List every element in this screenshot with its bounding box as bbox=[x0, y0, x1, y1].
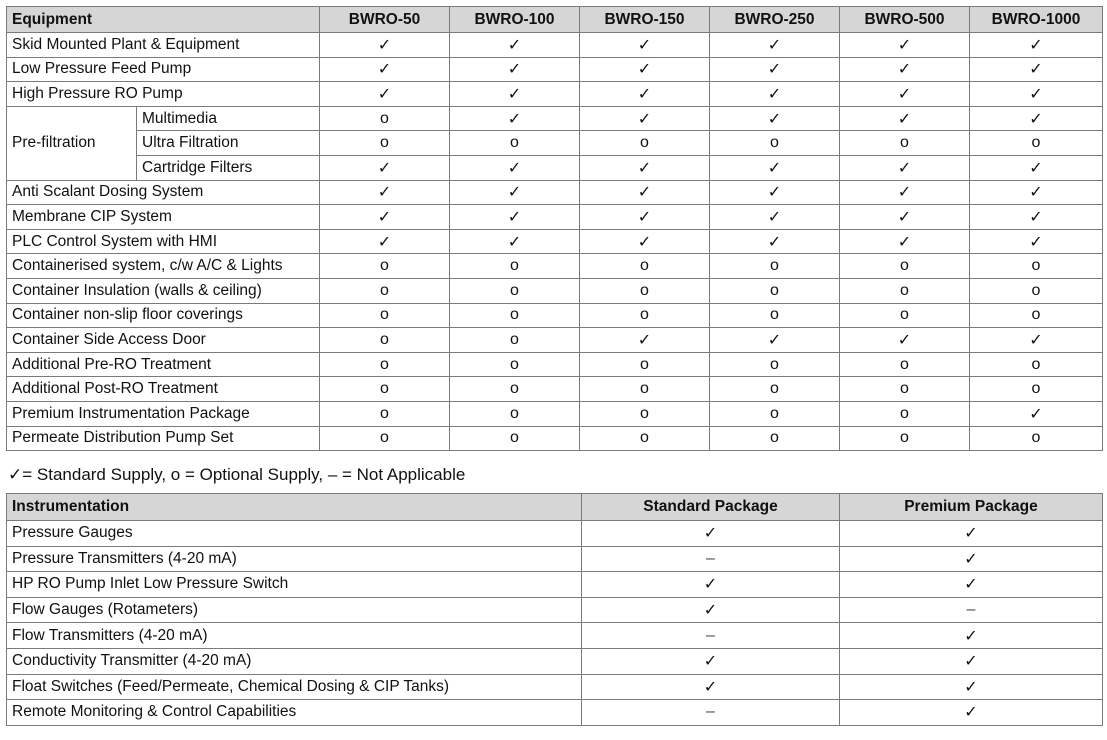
table-row bbox=[7, 572, 1103, 598]
supply-mark: ✓ bbox=[320, 57, 450, 82]
supply-mark: o bbox=[970, 426, 1103, 451]
row-label: Additional Pre-RO Treatment bbox=[7, 352, 320, 377]
supply-mark: o bbox=[580, 303, 710, 328]
supply-mark: ✓ bbox=[840, 106, 970, 131]
row-label: Membrane CIP System bbox=[7, 205, 320, 230]
row-label: Cartridge Filters bbox=[137, 155, 320, 180]
row-label: Pressure Transmitters (4-20 mA) bbox=[7, 546, 582, 572]
table-row bbox=[7, 700, 1103, 726]
supply-mark: o bbox=[710, 278, 840, 303]
model-header: BWRO-500 bbox=[840, 7, 970, 33]
supply-mark: ✓ bbox=[840, 205, 970, 230]
supply-mark: o bbox=[580, 278, 710, 303]
supply-mark: ✓ bbox=[450, 106, 580, 131]
table-row bbox=[7, 648, 1103, 674]
supply-mark: ✓ bbox=[840, 82, 970, 107]
instrumentation-table bbox=[6, 493, 1103, 726]
supply-mark: o bbox=[970, 377, 1103, 402]
supply-mark: ✓ bbox=[970, 106, 1103, 131]
supply-mark: o bbox=[320, 328, 450, 353]
package-header: Standard Package bbox=[582, 494, 840, 521]
supply-mark: o bbox=[710, 303, 840, 328]
table-row bbox=[7, 303, 1103, 328]
package-mark: – bbox=[582, 623, 840, 649]
supply-mark: o bbox=[580, 426, 710, 451]
row-label: Container Side Access Door bbox=[7, 328, 320, 353]
row-label: Multimedia bbox=[137, 106, 320, 131]
supply-mark: ✓ bbox=[580, 155, 710, 180]
supply-mark: o bbox=[970, 254, 1103, 279]
table-row bbox=[7, 33, 1103, 58]
supply-mark: o bbox=[840, 131, 970, 156]
package-mark: – bbox=[582, 700, 840, 726]
supply-mark: ✓ bbox=[450, 205, 580, 230]
supply-mark: o bbox=[450, 328, 580, 353]
supply-mark: o bbox=[970, 131, 1103, 156]
supply-mark: o bbox=[580, 254, 710, 279]
supply-mark: ✓ bbox=[840, 229, 970, 254]
supply-mark: o bbox=[320, 352, 450, 377]
supply-mark: o bbox=[320, 278, 450, 303]
supply-mark: ✓ bbox=[840, 328, 970, 353]
supply-mark: o bbox=[450, 303, 580, 328]
supply-mark: ✓ bbox=[450, 33, 580, 58]
equipment-header-row bbox=[7, 7, 1103, 33]
supply-mark: o bbox=[710, 426, 840, 451]
package-mark: ✓ bbox=[840, 546, 1103, 572]
supply-mark: o bbox=[320, 303, 450, 328]
table-row bbox=[7, 597, 1103, 623]
instrumentation-header-row bbox=[7, 494, 1103, 521]
row-label: Container non-slip floor coverings bbox=[7, 303, 320, 328]
package-header: Premium Package bbox=[840, 494, 1103, 521]
supply-mark: ✓ bbox=[710, 57, 840, 82]
row-label: High Pressure RO Pump bbox=[7, 82, 320, 107]
package-mark: ✓ bbox=[840, 674, 1103, 700]
table-row bbox=[7, 521, 1103, 547]
supply-mark: o bbox=[970, 303, 1103, 328]
row-label: Conductivity Transmitter (4-20 mA) bbox=[7, 648, 582, 674]
supply-mark: ✓ bbox=[710, 229, 840, 254]
row-label: Permeate Distribution Pump Set bbox=[7, 426, 320, 451]
row-label: Flow Gauges (Rotameters) bbox=[7, 597, 582, 623]
supply-mark: o bbox=[450, 278, 580, 303]
package-mark: ✓ bbox=[582, 674, 840, 700]
supply-mark: o bbox=[580, 377, 710, 402]
supply-mark: ✓ bbox=[970, 155, 1103, 180]
supply-mark: o bbox=[580, 401, 710, 426]
supply-mark: ✓ bbox=[450, 180, 580, 205]
row-label: Premium Instrumentation Package bbox=[7, 401, 320, 426]
supply-mark: ✓ bbox=[840, 57, 970, 82]
supply-mark: ✓ bbox=[580, 57, 710, 82]
supply-mark: ✓ bbox=[840, 180, 970, 205]
table-row bbox=[7, 254, 1103, 279]
supply-mark: ✓ bbox=[580, 180, 710, 205]
package-mark: – bbox=[582, 546, 840, 572]
supply-mark: o bbox=[320, 377, 450, 402]
table-row bbox=[7, 426, 1103, 451]
supply-mark: ✓ bbox=[710, 205, 840, 230]
supply-mark: o bbox=[710, 131, 840, 156]
supply-mark: ✓ bbox=[970, 328, 1103, 353]
package-mark: ✓ bbox=[840, 700, 1103, 726]
supply-mark: o bbox=[450, 131, 580, 156]
supply-mark: ✓ bbox=[710, 82, 840, 107]
supply-mark: o bbox=[710, 377, 840, 402]
supply-mark: ✓ bbox=[320, 229, 450, 254]
table-row bbox=[7, 131, 1103, 156]
row-label: Float Switches (Feed/Permeate, Chemical Dosing & CIP Tanks) bbox=[7, 674, 582, 700]
supply-mark: o bbox=[840, 303, 970, 328]
supply-mark: o bbox=[710, 254, 840, 279]
supply-mark: ✓ bbox=[970, 57, 1103, 82]
supply-mark: o bbox=[320, 106, 450, 131]
supply-mark: o bbox=[840, 254, 970, 279]
supply-mark: ✓ bbox=[580, 33, 710, 58]
supply-mark: ✓ bbox=[320, 180, 450, 205]
package-mark: ✓ bbox=[582, 572, 840, 598]
supply-mark: ✓ bbox=[970, 33, 1103, 58]
row-label: Anti Scalant Dosing System bbox=[7, 180, 320, 205]
supply-mark: o bbox=[710, 352, 840, 377]
row-label: Container Insulation (walls & ceiling) bbox=[7, 278, 320, 303]
pre-filtration-label: Pre-filtration bbox=[7, 106, 137, 180]
table-row bbox=[7, 205, 1103, 230]
supply-mark: o bbox=[450, 254, 580, 279]
table-row bbox=[7, 57, 1103, 82]
supply-mark: o bbox=[320, 131, 450, 156]
supply-mark: ✓ bbox=[320, 82, 450, 107]
model-header: BWRO-50 bbox=[320, 7, 450, 33]
package-mark: ✓ bbox=[840, 623, 1103, 649]
table-row bbox=[7, 155, 1103, 180]
supply-mark: ✓ bbox=[320, 155, 450, 180]
model-header: BWRO-1000 bbox=[970, 7, 1103, 33]
supply-mark: o bbox=[840, 377, 970, 402]
supply-mark: o bbox=[450, 377, 580, 402]
table-row bbox=[7, 623, 1103, 649]
supply-mark: ✓ bbox=[840, 155, 970, 180]
table-row bbox=[7, 106, 1103, 131]
supply-mark: ✓ bbox=[710, 106, 840, 131]
supply-mark: ✓ bbox=[970, 180, 1103, 205]
table-row bbox=[7, 352, 1103, 377]
row-label: Skid Mounted Plant & Equipment bbox=[7, 33, 320, 58]
supply-mark: ✓ bbox=[710, 180, 840, 205]
package-mark: ✓ bbox=[582, 597, 840, 623]
supply-mark: o bbox=[580, 352, 710, 377]
supply-mark: o bbox=[970, 278, 1103, 303]
supply-mark: ✓ bbox=[580, 328, 710, 353]
row-label: Containerised system, c/w A/C & Lights bbox=[7, 254, 320, 279]
supply-mark: ✓ bbox=[970, 401, 1103, 426]
supply-mark: ✓ bbox=[320, 33, 450, 58]
supply-mark: ✓ bbox=[970, 205, 1103, 230]
row-label: HP RO Pump Inlet Low Pressure Switch bbox=[7, 572, 582, 598]
row-label: Pressure Gauges bbox=[7, 521, 582, 547]
package-mark: ✓ bbox=[582, 648, 840, 674]
instrumentation-header: Instrumentation bbox=[7, 494, 582, 521]
supply-mark: ✓ bbox=[710, 328, 840, 353]
supply-mark: o bbox=[320, 401, 450, 426]
equipment-header: Equipment bbox=[7, 7, 320, 33]
table-row bbox=[7, 229, 1103, 254]
table-row bbox=[7, 180, 1103, 205]
supply-mark: ✓ bbox=[580, 229, 710, 254]
supply-mark: o bbox=[450, 426, 580, 451]
supply-mark: ✓ bbox=[710, 33, 840, 58]
supply-mark: o bbox=[840, 401, 970, 426]
table-row bbox=[7, 328, 1103, 353]
row-label: Low Pressure Feed Pump bbox=[7, 57, 320, 82]
supply-mark: ✓ bbox=[580, 205, 710, 230]
supply-mark: o bbox=[320, 254, 450, 279]
supply-mark: ✓ bbox=[450, 57, 580, 82]
supply-mark: o bbox=[840, 426, 970, 451]
supply-mark: ✓ bbox=[970, 82, 1103, 107]
table-row bbox=[7, 82, 1103, 107]
supply-mark: o bbox=[840, 278, 970, 303]
supply-mark: ✓ bbox=[320, 205, 450, 230]
model-header: BWRO-150 bbox=[580, 7, 710, 33]
supply-mark: o bbox=[320, 426, 450, 451]
supply-mark: o bbox=[450, 401, 580, 426]
row-label: Flow Transmitters (4-20 mA) bbox=[7, 623, 582, 649]
row-label: Ultra Filtration bbox=[137, 131, 320, 156]
supply-mark: ✓ bbox=[450, 82, 580, 107]
package-mark: ✓ bbox=[840, 648, 1103, 674]
supply-mark: o bbox=[710, 401, 840, 426]
supply-mark: ✓ bbox=[450, 155, 580, 180]
equipment-table bbox=[6, 6, 1103, 451]
row-label: Additional Post-RO Treatment bbox=[7, 377, 320, 402]
supply-mark: o bbox=[580, 131, 710, 156]
package-mark: ✓ bbox=[840, 572, 1103, 598]
legend: ✓= Standard Supply, o = Optional Supply, – = Not Applicable bbox=[8, 465, 466, 484]
table-row bbox=[7, 674, 1103, 700]
supply-mark: ✓ bbox=[580, 82, 710, 107]
table-row bbox=[7, 401, 1103, 426]
supply-mark: o bbox=[970, 352, 1103, 377]
package-mark: ✓ bbox=[582, 521, 840, 547]
supply-mark: ✓ bbox=[450, 229, 580, 254]
model-header: BWRO-250 bbox=[710, 7, 840, 33]
row-label: PLC Control System with HMI bbox=[7, 229, 320, 254]
supply-mark: ✓ bbox=[970, 229, 1103, 254]
supply-mark: ✓ bbox=[840, 33, 970, 58]
supply-mark: o bbox=[840, 352, 970, 377]
table-row bbox=[7, 377, 1103, 402]
table-row bbox=[7, 278, 1103, 303]
package-mark: ✓ bbox=[840, 521, 1103, 547]
supply-mark: o bbox=[450, 352, 580, 377]
supply-mark: ✓ bbox=[710, 155, 840, 180]
supply-mark: ✓ bbox=[580, 106, 710, 131]
table-row bbox=[7, 546, 1103, 572]
row-label: Remote Monitoring & Control Capabilities bbox=[7, 700, 582, 726]
model-header: BWRO-100 bbox=[450, 7, 580, 33]
package-mark: – bbox=[840, 597, 1103, 623]
